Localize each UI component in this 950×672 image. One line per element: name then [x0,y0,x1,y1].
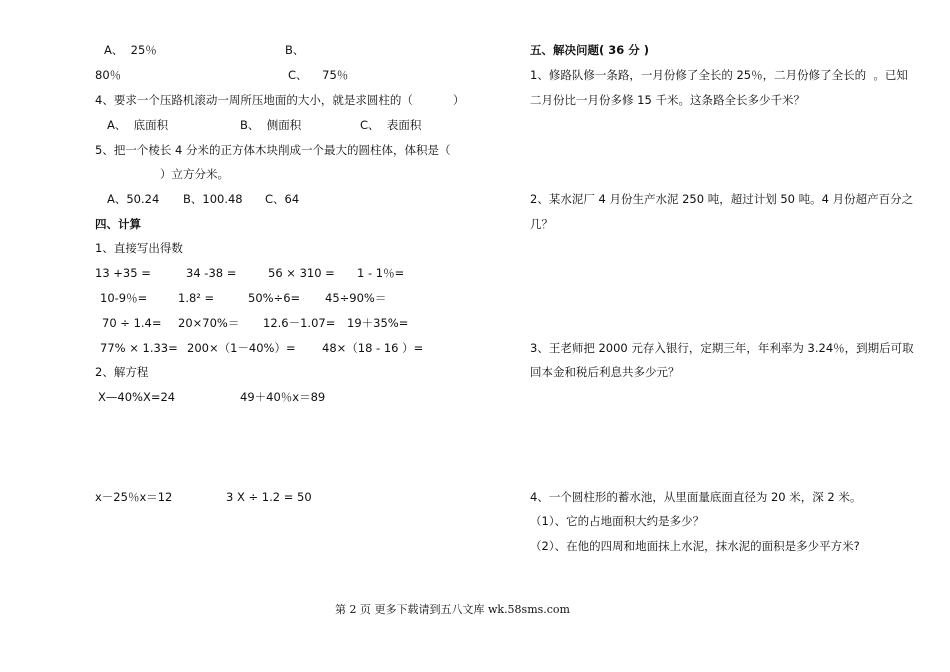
equation-item: X—40%X=24 [98,390,176,404]
problem-1: 1、修路队修一条路，一月份修了全长的 25％，二月份修了全长的 。已知 [530,68,908,82]
question-5: 5、把一个棱长 4 分米的正方体木块削成一个最大的圆柱体，体积是（ [95,143,451,157]
section-four-heading: 四、计算 [95,217,141,231]
equation-item: 3 X ÷ 1.2 = 50 [226,490,312,504]
equation-item: x－25％x＝12 [95,490,173,504]
calc-item: 77% × 1.33= [100,341,178,355]
calc-item: 13 +35 = [95,266,151,280]
subsection-direct-answers: 1、直接写出得数 [95,241,183,255]
calc-item: 45÷90%＝ [325,291,387,305]
calc-item: 200×（1－40%）= [187,341,296,355]
calc-item: 1 - 1％= [357,266,405,280]
calc-item: 56 × 310 = [268,266,335,280]
option-a-25-percent: A、 25％ [104,43,157,57]
calc-item: 34 -38 = [186,266,237,280]
calc-item: 50%÷6= [248,291,301,305]
question-4: 4、要求一个压路机滚动一周所压地面的大小，就是求圆柱的（ ） [95,93,465,107]
q4-option-a: A、 底面积 [107,118,169,132]
page-footer: 第 2 页 更多下载请到五八文库 wk.58sms.com [335,603,570,616]
subsection-solve-equations: 2、解方程 [95,365,149,379]
option-c-75-percent: C、 75％ [288,68,349,82]
calc-item: 70 ÷ 1.4= [102,316,162,330]
problem-3-continued: 回本金和税后利息共多少元？ [530,365,680,379]
calc-item: 48×（18 - 16 ）= [322,341,424,355]
option-b-80-percent: 80％ [95,68,122,82]
calc-item: 1.8² = [178,291,215,305]
problem-4-part-1: （1）、它的占地面积大约是多少？ [530,514,705,528]
problem-2-continued: 几？ [530,217,553,231]
option-b-label: B、 [285,43,305,57]
problem-4-part-2: （2）、在他的四周和地面抹上水泥，抹水泥的面积是多少平方米? [530,539,860,553]
calc-item: 19＋35%= [347,316,409,330]
problem-3: 3、王老师把 2000 元存入银行，定期三年，年利率为 3.24％，到期后可取 [530,341,914,355]
calc-item: 10-9％= [100,291,148,305]
calc-item: 12.6－1.07= [263,316,336,330]
problem-1-continued: 二月份比一月份多修 15 千米。这条路全长多少千米？ [530,93,805,107]
q4-option-c: C、 表面积 [360,118,422,132]
problem-4: 4、一个圆柱形的蓄水池，从里面量底面直径为 20 米，深 2 米。 [530,490,862,504]
equation-item: 49＋40％x＝89 [240,390,326,404]
calc-item: 20×70%＝ [178,316,240,330]
q4-option-b: B、 侧面积 [240,118,302,132]
section-five-heading: 五、解决问题( 36 分 ) [530,43,650,57]
q5-option-a: A、50.24 [107,192,160,206]
question-5-continued: ）立方分米。 [160,167,229,181]
q5-option-c: C、64 [265,192,300,206]
q5-option-b: B、100.48 [183,192,243,206]
problem-2: 2、某水泥厂 4 月份生产水泥 250 吨，超过计划 50 吨。4 月份超产百分之 [530,192,914,206]
